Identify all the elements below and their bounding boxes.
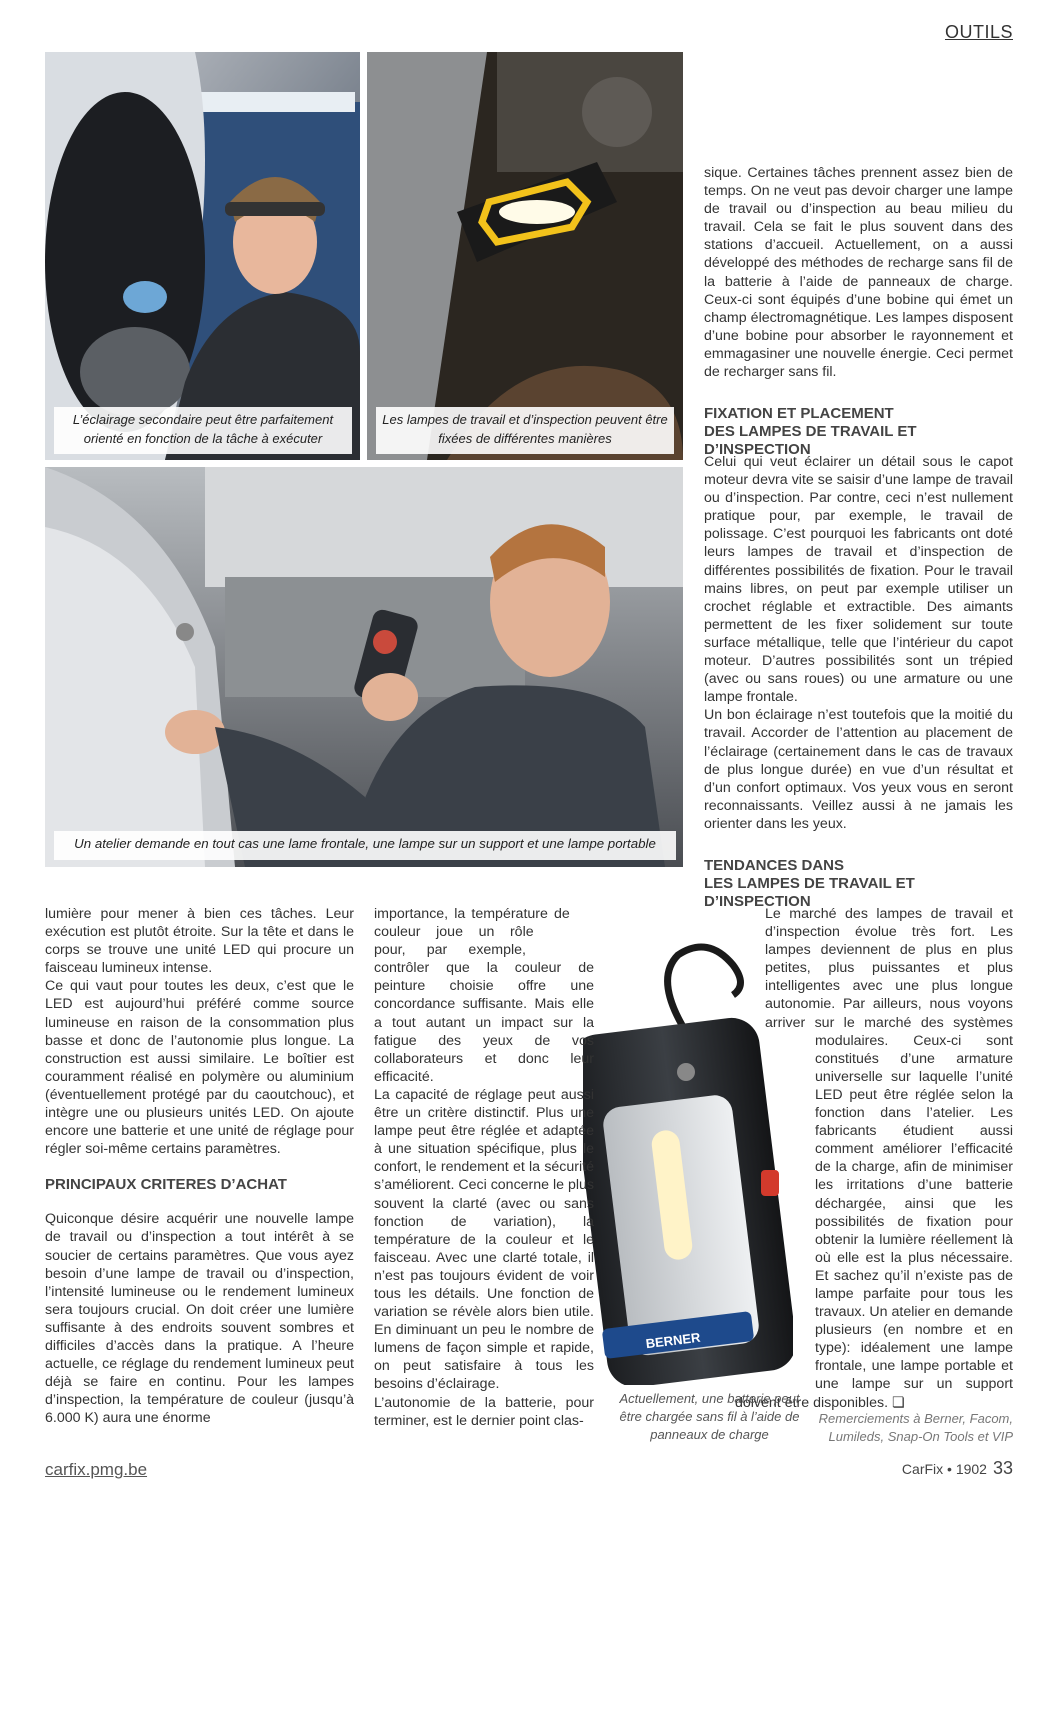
col2-paragraph-3: L’autonomie de la batterie, pour terminer, est le dernier point clas-: [374, 1394, 594, 1429]
heading-fixation-line2: DES LAMPES DE TRAVAIL ET D’INSPECTION: [704, 423, 917, 458]
heading-tendances-line2: LES LAMPES DE TRAVAIL ET D’INSPECTION: [704, 875, 915, 910]
heading-tendances: [704, 857, 1024, 911]
col3-paragraph-3: Un bon éclairage n’est toutefois que la moitié du travail. Accorder de l’attention au placement de l’éclairage (certainement dans le cas de travaux de plus longue durée) en vue d’un résultat et d’un confort optimaux. Vos yeux vous en seront reconnaissants. Veillez aussi à ne jamais les orienter dans les yeux.: [704, 707, 1013, 832]
footer-page-info: [902, 1458, 1013, 1479]
col3-paragraph-1: sique. Certaines tâches prennent assez bien de temps. On ne veut pas devoir charger une lampe de travail ou d’inspection au beau milieu du travail. Cela se fait le plus souvent dans des stations d’accueil. Actuellement, on a aussi développé des méthodes de recharge sans fil de la batterie à l’aide de panneaux de charge. Ceux-ci sont équipés d’une bobine qui émet un champ électromagnétique. Les lampes disposent d’une bobine pour absorber le rayonnement et emmagasiner une nouvelle énergie. Ceci permet de recharger sans fil.: [704, 165, 1013, 381]
col2-paragraph-2: La capacité de réglage peut aussi être un critère distinctif. Plus une lampe peut être réglée et adaptée à une situation spécifique, plus le confort, le rendement et la sécurité s’améliorent. Ceci concerne le plus souvent la clarté (avec ou sans fonction de variation), la température de la couleur et le faisceau. Avec une clarté totale, il n’est pas toujours évident de voir tous les détails. Une fonction de variation se révèle alors bien utile. En diminuant un peu le nombre de lumens de façon simple et rapide, on peut satisfaire à tous les besoins d’éclairage.: [374, 1086, 595, 1393]
col1-paragraph-3: Quiconque désire acquérir une nouvelle lampe de travail ou d’inspection a tout intérêt à se soucier de certains paramètres. Que vous ayez besoin d’une lampe de travail ou d’inspection, l’intensité lumineuse ou le rendement lumineux sera toujours crucial. On doit créer une lumière suffisante à des endroits souvent sombres et difficiles d’accès dans la pratique. A l’heure actuelle, ce réglage du rendement lumineux peut déjà se faire en continu. Pour les lampes d’inspection, la température de couleur (jusqu’à 6.000 K) aura une énorme: [45, 1211, 354, 1427]
col3-middle: [704, 453, 1013, 833]
footer-magazine: CarFix • 1902: [901, 1461, 987, 1477]
photo-lamp-under-hood: [367, 52, 683, 460]
photo4-caption: Actuellement, une batterie peut être chargée sans fil à l’aide de panneaux de charge: [619, 1391, 800, 1442]
col1: [45, 905, 354, 1427]
photo2-caption: Les lampes de travail et d’inspection peuvent être fixées de différentes manières: [376, 407, 674, 454]
heading-tendances-line1: TENDANCES DANS: [704, 857, 845, 874]
photo3-caption: Un atelier demande en tout cas une lame frontale, une lampe sur un support et une lampe portable: [54, 831, 676, 860]
col2-paragraph-1: importance, la température de couleur joue un rôle pour, par exemple, contrôler que la couleur de peinture choisie offre une concordance suffisante. Mais elle a tout autant un impact sur la fatigue des yeux de vos collaborateurs et donc leur efficacité.: [374, 906, 594, 1085]
col1-paragraph-2: Ce qui vaut pour toutes les deux, c’est que le LED est aujourd’hui préféré comme source lumineuse en raison de la consommation plus basse et donc de l’autonomie plus longue. La construction est aussi similaire. Le boîtier est couramment réalisé en polymère ou aluminium (éventuellement protégé par du caoutchouc), et intègre une ou plusieurs unités LED. On ajoute encore une batterie et une unité de réglage pour régler soi-même certains paramètres.: [45, 978, 354, 1158]
col2: [374, 905, 686, 1725]
footer-page-number: 33: [992, 1458, 1013, 1478]
col3-upper: [704, 164, 1013, 381]
photo1-caption: L’éclairage secondaire peut être parfaitement orienté en fonction de la tâche à exécuter: [54, 407, 352, 454]
photo-car-inspection: [45, 467, 683, 867]
footer-website-link[interactable]: carfix.pmg.be: [45, 1460, 148, 1479]
heading-fixation: [704, 405, 1024, 459]
col3-paragraph-4: Le marché des lampes de travail et d’inspection évolue très fort. Les lampes deviennent de plus en plus petites, plus puissantes et plus intelligentes avec une plus longue autonomie. Par ailleurs, nous voyons arriver sur le marché des systèmes modulaires. Ceux-ci sont constitués d’une armature universelle sur laquelle l’unité LED peut être réglée selon la fonction dans l’atelier. Les fabricants étudient aussi comment améliorer l’efficacité de la charge, afin de minimiser les irritations d’une batterie déchargée, ainsi que les possibilités de fixation pour obtenir la lumière réellement là où elle est la plus nécessaire. Et sachez qu’il n’existe pas de lampe parfaite pour tous les travaux. Un atelier en demande plusieurs (en nombre et en type): idéalement une lampe frontale, une lampe portable et une lampe sur un support doivent être disponibles. ❏: [735, 906, 1013, 1411]
photo-mechanic-headlamp: [45, 52, 360, 460]
lamp-brand-label: BERNER: [644, 1329, 702, 1352]
heading-criteres: PRINCIPAUX CRITERES D’ACHAT: [45, 1176, 287, 1194]
col3-lower: [735, 905, 1013, 1412]
heading-fixation-line1: FIXATION ET PLACEMENT: [704, 405, 894, 422]
section-tag: OUTILS: [944, 22, 1013, 42]
col3-paragraph-2: Celui qui veut éclairer un détail sous le capot moteur devra vite se saisir d’une lampe de travail ou d’inspection. Par contre, ceci n’est nullement pratique pour, par exemple, le travail de polissage. C’est pourquoi les fabricants ont doté leurs lampes de travail et d’inspection de différentes possibilités de fixation. Pour le travail mains libres, on peut par exemple utiliser un crochet réglable et extractible. Des aimants permettent de les fixer solidement sur toute surface métallique, telle que l’intérieur du capot moteur. D’autres possibilités sont un trépied (avec ou sans roues) ou une armature ou une lampe frontale.: [704, 454, 1013, 706]
thanks-note: Remerciements à Berner, Facom, Lumileds, Snap-On Tools et VIP: [818, 1411, 1013, 1444]
col1-paragraph-1: lumière pour mener à bien ces tâches. Leur exécution est plutôt étroite. Sur la tête et dans le corps se trouve une unité LED qui procure un faisceau lumineux intense.: [45, 906, 354, 977]
